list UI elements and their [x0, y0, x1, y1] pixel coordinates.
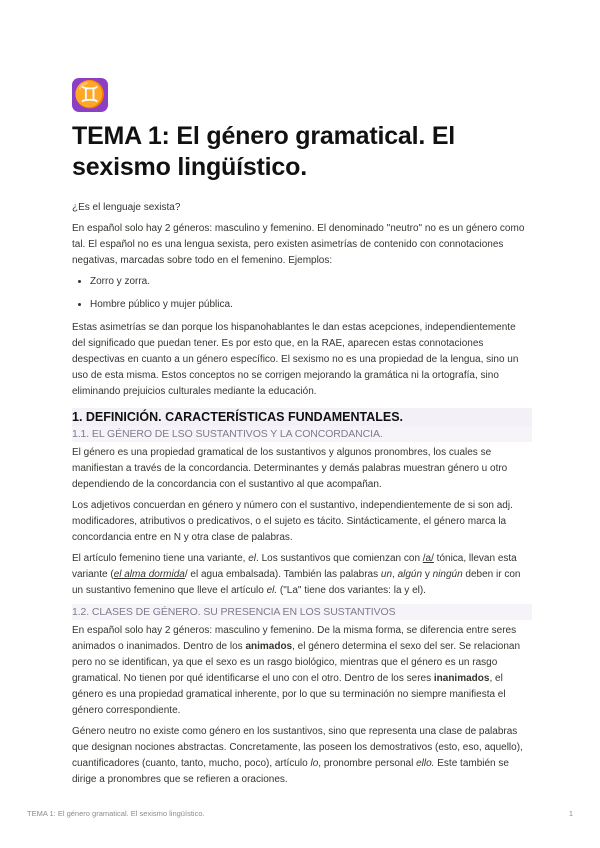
paragraph: Género neutro no existe como género en los sustantivos, sino que representa una clase de palabras que designan nociones abstractas. Concretamente, las poseen los demostrativos (esto, eso, aquello), cuantificadores (cuanto, tanto, mucho, poco), artículo lo, pronombre personal ello. Este también se dirige a pronombres que se refieren a oraciones. — [72, 726, 523, 785]
page-number: 1 — [568, 809, 573, 818]
intro-paragraph-1: En español solo hay 2 géneros: masculino y femenino. El denominado "neutro" no es un género como tal. El español no es una lengua sexista, pero existen asimetrías de contenido con connotaciones negativas, marcadas sobre todo en el femenino. Ejemplos: — [72, 223, 525, 266]
footer-title: TEMA 1: El género gramatical. El sexismo lingüístico. — [27, 809, 205, 818]
paragraph: El artículo femenino tiene una variante, el. Los sustantivos que comienzan con /a/ tónica, llevan esta variante (el alma dormida/ el agua embalsada). También las palabras un, algún y ningún deben ir con un sustantivo femenino que lleve el artículo el. ("La" tiene dos variantes: la y el). — [72, 553, 521, 596]
paragraph: El género es una propiedad gramatical de los sustantivos y algunos pronombres, los cuales se manifiestan a través de la concordancia. Determinantes y demás palabras muestran género u otro dependiendo de la concordancia con el sustantivo al que acompañan. — [72, 447, 508, 490]
subsection-heading: 1.2. CLASES DE GÉNERO. SU PRESENCIA EN LOS SUSTANTIVOS — [72, 604, 532, 620]
intro-question: ¿Es el lenguaje sexista? — [72, 202, 181, 213]
paragraph: En español solo hay 2 géneros: masculino y femenino. De la misma forma, se diferencia entre seres animados o inanimados. Dentro de los animados, el género determina el sexo del ser. Se relacionan pero no se identifican, ya que el sexo es un rasgo biológico, mientras que el género es un rasgo gramatical. No tienen por qué identificarse el uno con el otro. Dentro de los seres inanimados, el género es una propiedad gramatical inherente, por lo que su terminación no siempre manifiesta el género correspondiente. — [72, 625, 521, 716]
list-item: • Hombre público y mujer pública. — [90, 297, 530, 313]
examples-list — [72, 274, 530, 313]
gemini-icon: ♊ — [73, 80, 107, 110]
page-title: TEMA 1: El género gramatical. El sexismo lingüístico. — [72, 122, 456, 181]
paragraph: Los adjetivos concuerdan en género y número con el sustantivo, independientemente de si son adj. modificadores, atributivos o predicativos, o el sujeto es tácito. Sintácticamente, el género marca la concordancia entre en N y otra clase de palabras. — [72, 500, 513, 543]
list-item: • Zorro y zorra. — [90, 274, 530, 290]
intro-paragraph-2: Estas asimetrías se dan porque los hispanohablantes le dan estas acepciones, independientemente del significado que puedan tener. Es por esto que, en la RAE, aparecen estas connotaciones despectivas en cuanto a un género específico. El sexismo no es una propiedad de la lengua, sino un uso de esta misma. Estos conceptos no se corrigen mejorando la gramática ni la ortografía, sino eliminando prejuicios culturales mediante la educación. — [72, 322, 519, 397]
document-body — [72, 200, 530, 793]
section-heading: 1. DEFINICIÓN. CARACTERÍSTICAS FUNDAMENTALES. — [72, 408, 532, 426]
page-footer — [27, 809, 573, 818]
subsection-heading: 1.1. EL GÉNERO DE LSO SUSTANTIVOS Y LA CONCORDANCIA. — [72, 426, 532, 442]
